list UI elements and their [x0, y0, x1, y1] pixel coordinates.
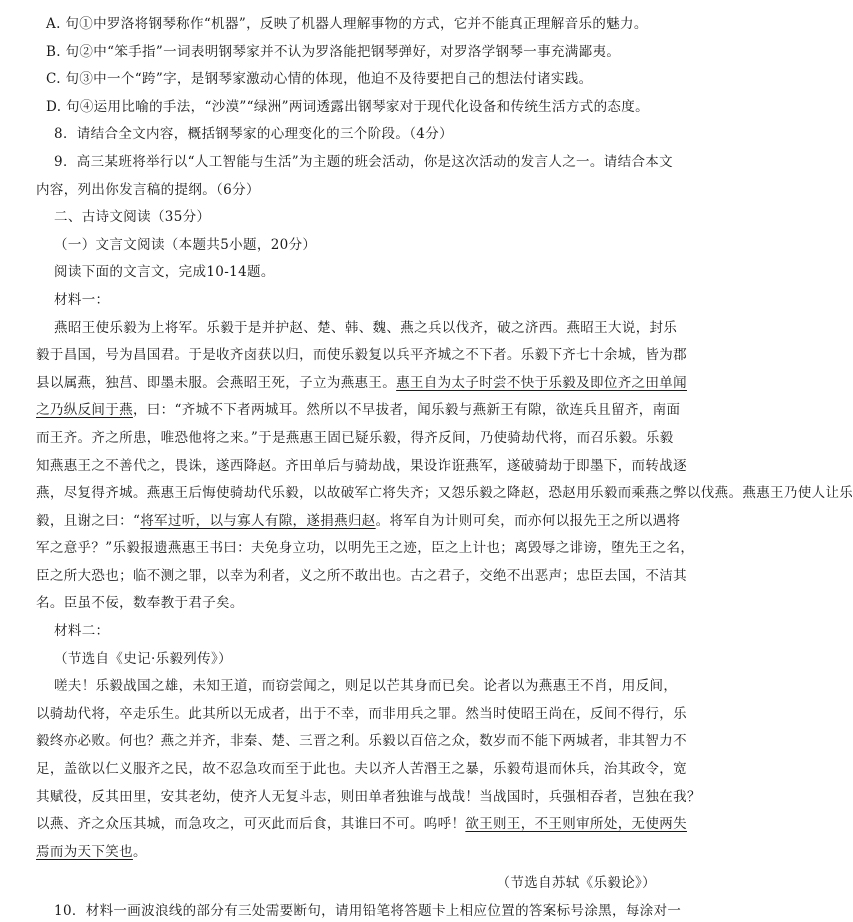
material-1-label: 材料一：	[54, 291, 110, 308]
reading-instruction: 阅读下面的文言文，完成10-14题。	[54, 264, 275, 281]
passage-1-line-4	[36, 400, 681, 421]
subsection-heading: （一）文言文阅读（本题共5小题，20分）	[54, 236, 317, 253]
passage-1-line-8-start: 毅，且谢之曰：“	[36, 512, 141, 529]
underlined-sentence-2-end: 焉而为天下笑也	[36, 843, 133, 860]
option-d: D. 句④运用比喻的手法，“沙漠”“绿洲”两词透露出钢琴家对于现代化设备和传统生活方式的态度。	[46, 98, 649, 115]
passage-1-line-6: 知燕惠王之不善代之，畏诛，遂西降赵。齐田单后与骑劫战，果设诈诳燕军，遂破骑劫于即墨下，而转战逐	[36, 457, 687, 474]
option-c: C. 句③中一个“跨”字，是钢琴家激动心情的体现，他迫不及待要把自己的想法付诸实践。	[46, 71, 593, 88]
option-a: A. 句①中罗洛将钢琴称作“机器”，反映了机器人理解事物的方式，它并不能真正理解音乐的魅力。	[46, 16, 648, 32]
passage-2-line-6-plain: 以燕、齐之众压其城，而急攻之，可灭此而后食，其谁曰不可。呜呼！	[36, 816, 466, 833]
passage-2-line-6	[36, 814, 687, 835]
question-10: 10．材料一画波浪线的部分有三处需要断句，请用铅笔将答题卡上相应位置的答案标号涂黑，每涂对一	[54, 903, 682, 919]
source-1: （节选自《史记·乐毅列传》）	[54, 650, 232, 667]
passage-1-line-1: 燕昭王使乐毅为上将军。乐毅于是并护赵、楚、韩、魏、燕之兵以伐齐，破之济西。燕昭王大说，封乐	[54, 319, 678, 336]
material-2-label: 材料二：	[54, 623, 110, 640]
passage-1-line-5: 而王齐。齐之所患，唯恐他将之来。”于是燕惠王固已疑乐毅，得齐反间，乃使骑劫代将，而召乐毅。乐毅	[36, 429, 674, 446]
question-8: 8．请结合全文内容，概括钢琴家的心理变化的三个阶段。（4分）	[54, 126, 453, 143]
passage-2-line-7	[36, 842, 666, 863]
passage-2-line-3: 毅终亦必败。何也？燕之并齐，非秦、楚、三晋之利。乐毅以百倍之众，数岁而不能下两城者，非其智力不	[36, 733, 687, 750]
passage-2-line-5: 其赋役，反其田里，安其老幼，使齐人无复斗志，则田单者独谁与战哉！当战国时，兵强相吞者，岂独在我？	[36, 788, 701, 805]
underlined-sentence-2: 欲王则王，不王则审所处，无使两失	[465, 816, 687, 833]
passage-1-line-11: 名。臣虽不佞，数奉教于君子矣。	[36, 595, 244, 612]
passage-1-line-4-plain: ，曰：“齐城不下者两城耳。然所以不早拔者，闻乐毅与燕新王有隙，欲连兵且留齐，南面	[132, 402, 681, 419]
wavy-underlined-segment: 惠王自为太子时尝不快于乐毅及即位齐之田单闻	[396, 374, 687, 391]
question-9-line-1: 9．高三某班将举行以“人工智能与生活”为主题的班会活动，你是这次活动的发言人之一。请结合本文	[54, 153, 673, 170]
section-heading: 二、古诗文阅读（35分）	[54, 209, 211, 226]
passage-2-line-1: 嗟夫！乐毅战国之雄，未知王道，而窃尝闻之，则足以芒其身而已矣。论者以为燕惠王不肖，用反间，	[54, 678, 678, 695]
passage-1-line-7: 燕，尽复得齐城。燕惠王后悔使骑劫代乐毅，以故破军亡将失齐；又怨乐毅之降赵，恐赵用乐毅而乘燕之弊以伐燕。燕惠王乃使人让乐	[36, 485, 853, 502]
question-9-line-2: 内容，列出你发言稿的提纲。（6分）	[36, 181, 260, 198]
passage-1-line-3	[36, 373, 687, 394]
passage-2-line-2: 以骑劫代将，卒走乐生。此其所以无成者，出于不幸，而非用兵之罪。然当时使昭王尚在，反间不得行，乐	[36, 705, 687, 722]
wavy-underlined-segment-end: 之乃纵反间于燕	[36, 402, 133, 419]
passage-1-line-9: 军之意乎？”乐毅报遗燕惠王书曰：夫免身立功，以明先王之迹，臣之上计也；离毁辱之诽谤，堕先王之名，	[36, 540, 695, 557]
passage-2-line-7-end: 。	[132, 843, 147, 860]
passage-1-line-8	[36, 511, 681, 532]
passage-1-line-10: 臣之所大恐也；临不测之罪，以幸为利者，义之所不敢出也。古之君子，交绝不出恶声；忠臣去国，不洁其	[36, 567, 687, 584]
underlined-sentence: 将军过听，以与寡人有隙，遂捐燕归赵	[140, 512, 376, 529]
passage-1-line-8-end: 。将军自为计则可矣，而亦何以报先王之所以遇将	[375, 512, 681, 529]
passage-1-line-3-plain: 县以属燕，独莒、即墨未服。会燕昭王死，子立为燕惠王。	[36, 374, 397, 391]
passage-2-line-4: 足，盖欲以仁义服齐之民，故不忍急攻而至于此也。夫以齐人苦湣王之暴，乐毅苟退而休兵，治其政令，宽	[36, 761, 687, 778]
passage-1-line-2: 毅于昌国，号为昌国君。于是收齐卤获以归，而使乐毅复以兵平齐城之不下者。乐毅下齐七十余城，皆为郡	[36, 347, 687, 364]
option-b: B. 句②中“笨手指”一词表明钢琴家并不认为罗洛能把钢琴弹好，对罗洛学钢琴一事充满鄙夷。	[46, 43, 621, 60]
source-2: （节选自苏轼《乐毅论》）	[496, 875, 656, 892]
